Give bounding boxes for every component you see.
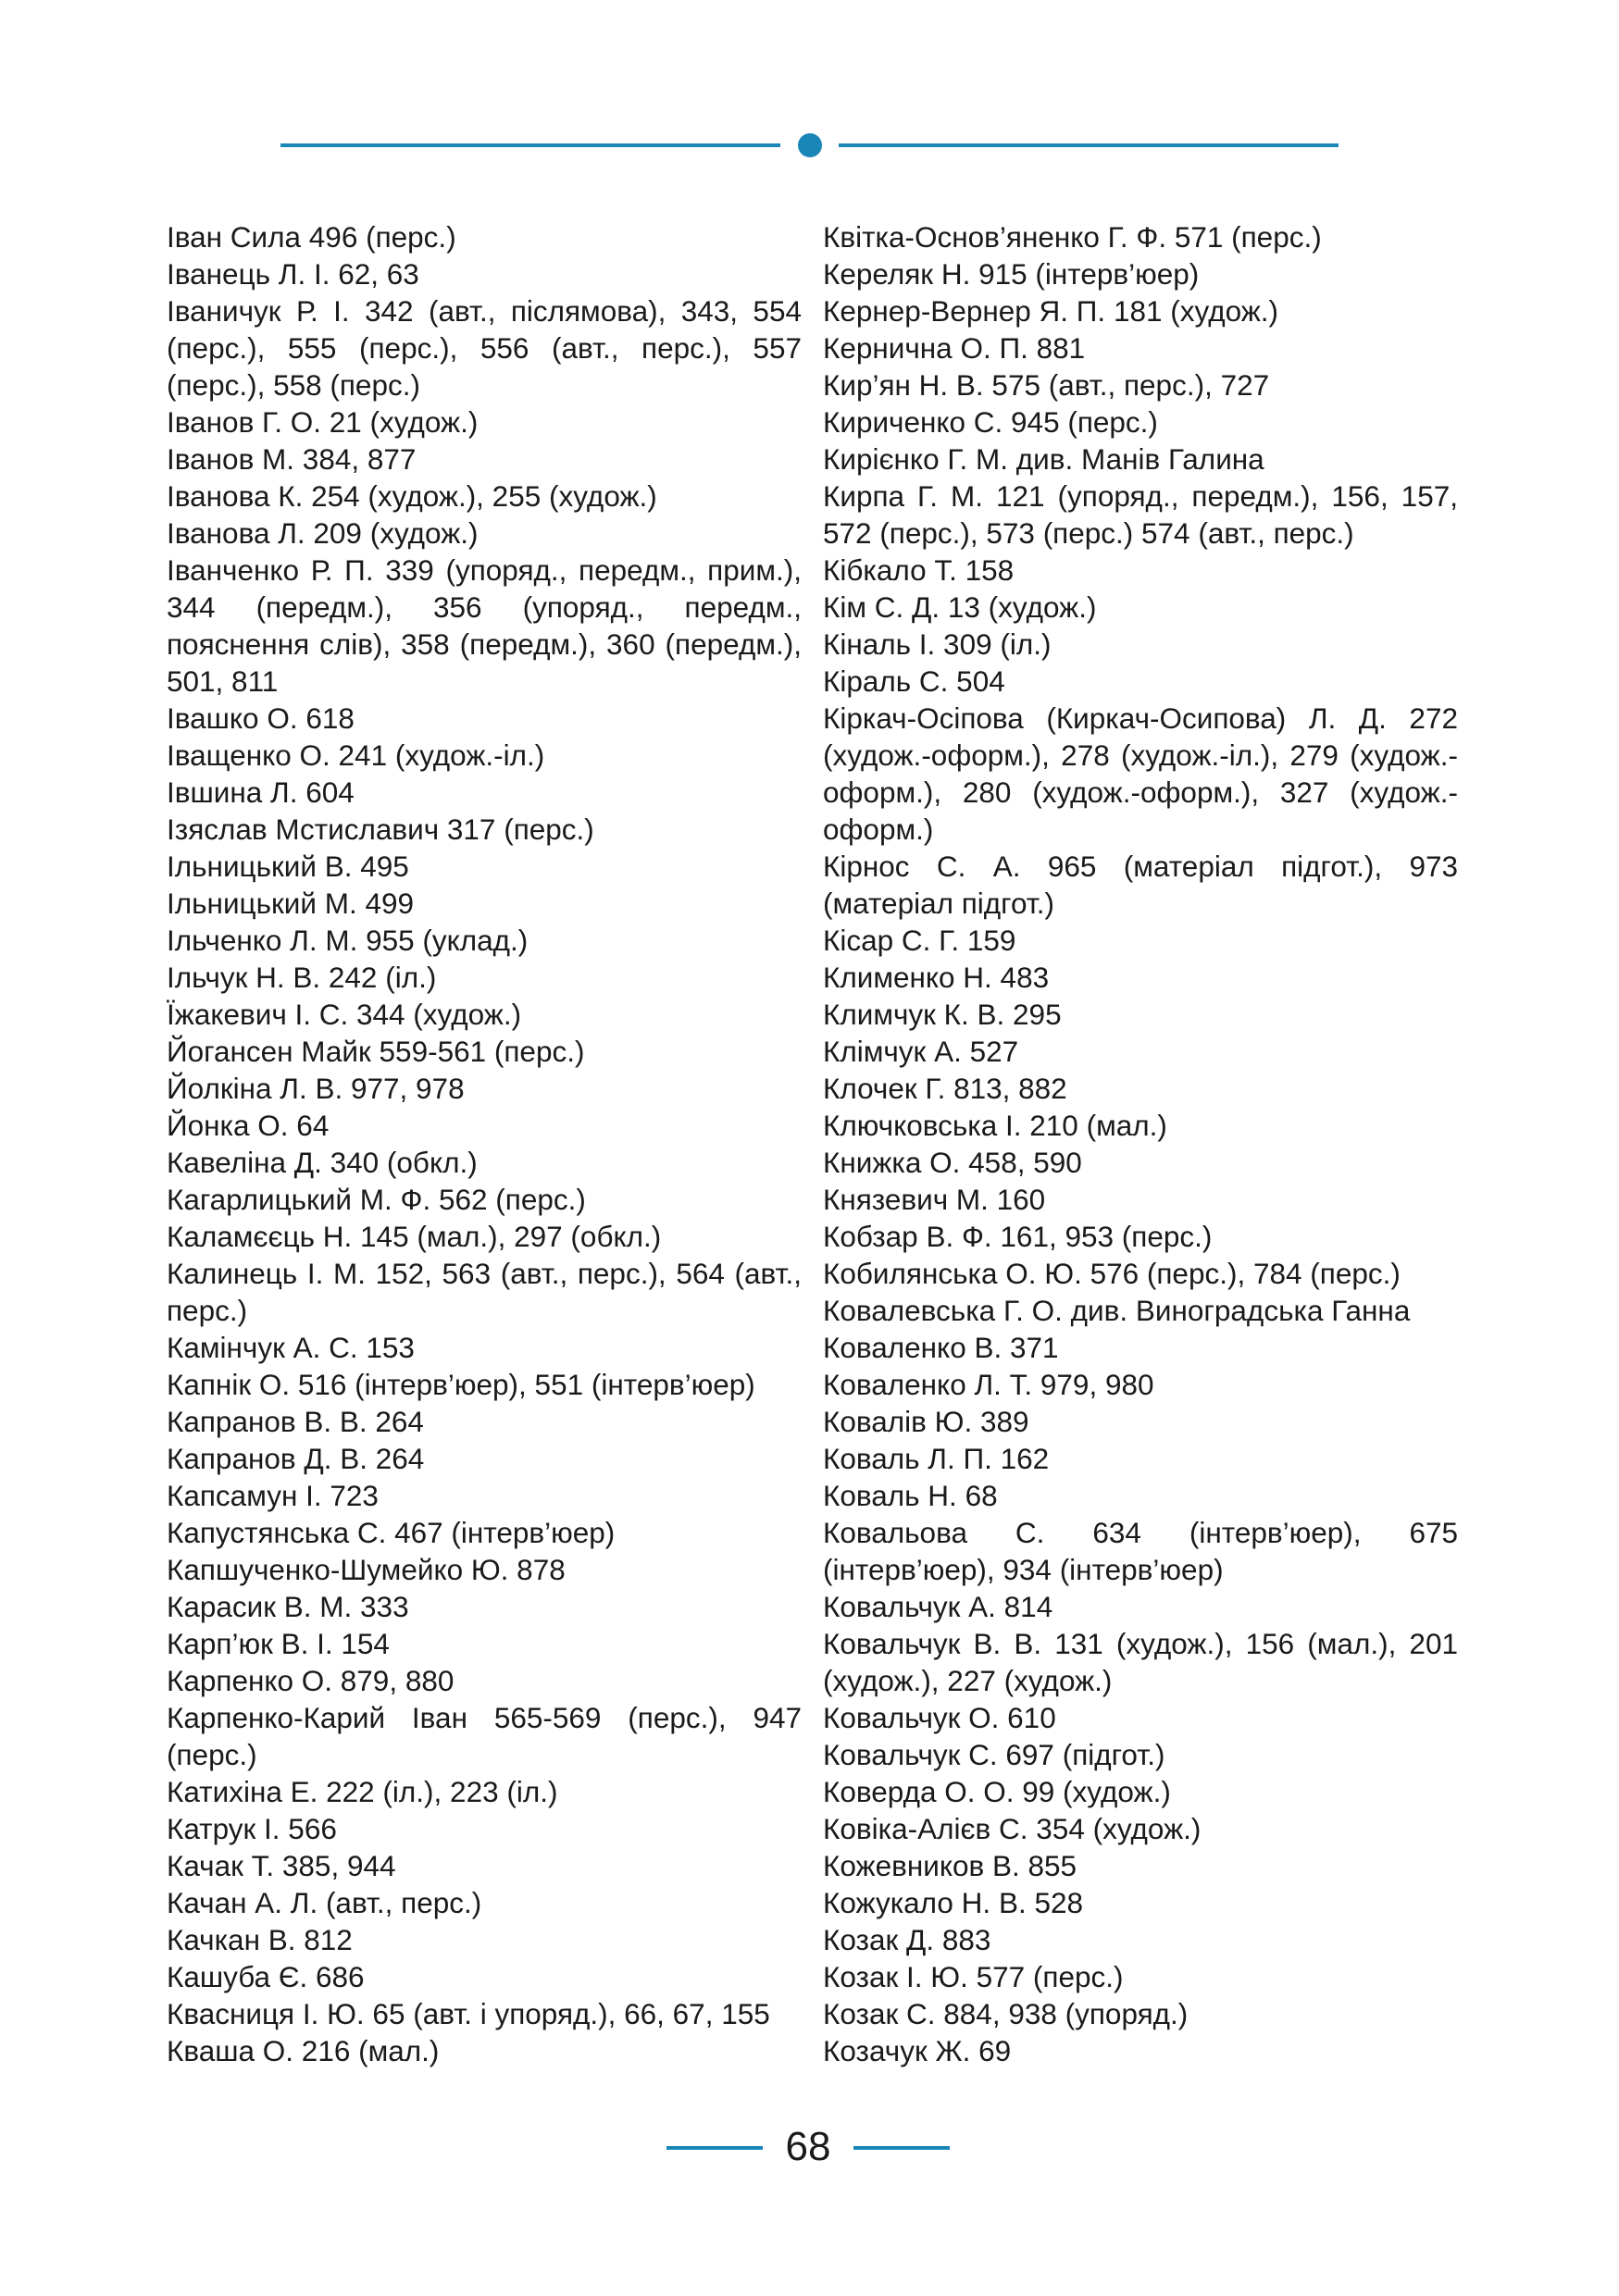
index-entry: Кернична О. П. 881 bbox=[823, 331, 1086, 365]
index-entry: Коваленко В. 371 bbox=[823, 1331, 1059, 1364]
index-entry: Йолкіна Л. В. 977, 978 bbox=[167, 1072, 465, 1105]
index-entry: Козак С. 884, 938 (упоряд.) bbox=[823, 1997, 1189, 2030]
index-entry: Карп’юк В. І. 154 bbox=[167, 1627, 390, 1660]
index-column-left bbox=[167, 218, 802, 2069]
index-entry: Качкан В. 812 bbox=[167, 1923, 353, 1956]
header-dot bbox=[798, 133, 822, 157]
index-entry: Катрук І. 566 bbox=[167, 1812, 337, 1845]
index-entry: Ільницький В. 495 bbox=[167, 850, 409, 883]
index-entry: Князевич М. 160 bbox=[823, 1183, 1046, 1216]
index-entry: Капранов Д. В. 264 bbox=[167, 1442, 425, 1475]
index-entry: Козак Д. 883 bbox=[823, 1923, 991, 1956]
index-entry: Кобилянська О. Ю. 576 (перс.), 784 (перс.) bbox=[823, 1257, 1401, 1290]
index-entry: Івшина Л. 604 bbox=[167, 776, 355, 809]
index-entry: Капсамун І. 723 bbox=[167, 1479, 379, 1512]
index-entry: Кагарлицький М. Ф. 562 (перс.) bbox=[167, 1183, 586, 1216]
index-entry: Козачук Ж. 69 bbox=[823, 2034, 1012, 2067]
index-entry: Капустянська С. 467 (інтерв’юер) bbox=[167, 1516, 616, 1549]
index-entry: Кожукало Н. В. 528 bbox=[823, 1886, 1084, 1919]
header-rule-left bbox=[280, 143, 780, 147]
index-entry: Ізяслав Мстиславич 317 (перс.) bbox=[167, 813, 594, 846]
index-entry: Івашко О. 618 bbox=[167, 701, 355, 735]
index-entry: Кіркач-Осіпова (Киркач-Осипова) Л. Д. 272 (худож.-оформ.), 278 (худож.-іл.), 279 (худож.-оформ.), 280 (худож.-оформ.), 327 (худож.-оформ.) bbox=[823, 701, 1458, 846]
index-entry: Клочек Г. 813, 882 bbox=[823, 1072, 1067, 1105]
index-entry: Ковіка-Алієв С. 354 (худож.) bbox=[823, 1812, 1202, 1845]
index-entry: Йогансен Майк 559-561 (перс.) bbox=[167, 1035, 585, 1068]
header-rule-right bbox=[839, 143, 1339, 147]
index-entry: Каламєєць Н. 145 (мал.), 297 (обкл.) bbox=[167, 1220, 662, 1253]
footer-rule-right bbox=[853, 2146, 950, 2150]
index-entry: Кирпа Г. М. 121 (упоряд., передм.), 156, 157, 572 (перс.), 573 (перс.) 574 (авт., перс.) bbox=[823, 479, 1458, 550]
index-entry: Карпенко-Карий Іван 565-569 (перс.), 947 (перс.) bbox=[167, 1701, 802, 1771]
index-entry: Ільчук Н. В. 242 (іл.) bbox=[167, 961, 437, 994]
index-entry: Клімчук А. 527 bbox=[823, 1035, 1019, 1068]
index-entry: Кавеліна Д. 340 (обкл.) bbox=[167, 1146, 478, 1179]
index-entry: Кваша О. 216 (мал.) bbox=[167, 2034, 440, 2067]
index-entry: Кирієнко Г. М. див. Манів Галина bbox=[823, 442, 1264, 476]
header-ornament bbox=[280, 133, 1339, 157]
index-entry: Ковальова С. 634 (інтерв’юер), 675 (інтерв’юер), 934 (інтерв’юер) bbox=[823, 1516, 1458, 1586]
index-entry: Капранов В. В. 264 bbox=[167, 1405, 424, 1438]
index-entry: Коваль Л. П. 162 bbox=[823, 1442, 1050, 1475]
index-entry: Кашуба Є. 686 bbox=[167, 1960, 365, 1993]
index-entry: Квітка-Основ’яненко Г. Ф. 571 (перс.) bbox=[823, 220, 1322, 254]
index-entry: Кіналь І. 309 (іл.) bbox=[823, 627, 1052, 661]
index-entry: Камінчук А. С. 153 bbox=[167, 1331, 415, 1364]
index-entry: Капнік О. 516 (інтерв’юер), 551 (інтерв’юер) bbox=[167, 1368, 755, 1401]
index-entry: Катихіна Е. 222 (іл.), 223 (іл.) bbox=[167, 1775, 558, 1808]
index-entry: Кісар С. Г. 159 bbox=[823, 924, 1016, 957]
index-entry: Карасик В. М. 333 bbox=[167, 1590, 409, 1623]
footer-rule-left bbox=[666, 2146, 763, 2150]
index-column-right bbox=[823, 218, 1458, 2069]
page-number: 68 bbox=[785, 2124, 831, 2169]
index-entry: Качан А. Л. (авт., перс.) bbox=[167, 1886, 482, 1919]
index-entry: Ільченко Л. М. 955 (уклад.) bbox=[167, 924, 529, 957]
index-entry: Кіраль С. 504 bbox=[823, 664, 1005, 698]
index-entry: Кожевников В. 855 bbox=[823, 1849, 1077, 1882]
index-entry: Калинець І. М. 152, 563 (авт., перс.), 564 (авт., перс.) bbox=[167, 1257, 802, 1327]
index-entry: Кернер-Вернер Я. П. 181 (худож.) bbox=[823, 294, 1279, 328]
index-entry: Ковальчук В. В. 131 (худож.), 156 (мал.), 201 (худож.), 227 (худож.) bbox=[823, 1627, 1458, 1697]
index-entry: Кир’ян Н. В. 575 (авт., перс.), 727 bbox=[823, 368, 1270, 402]
index-entry: Іванова К. 254 (худож.), 255 (худож.) bbox=[167, 479, 657, 513]
index-entry: Іванець Л. І. 62, 63 bbox=[167, 257, 419, 291]
index-entry: Ковальчук С. 697 (підгот.) bbox=[823, 1738, 1165, 1771]
index-entry: Клименко Н. 483 bbox=[823, 961, 1050, 994]
index-entry: Квасниця І. Ю. 65 (авт. і упоряд.), 66, 67, 155 bbox=[167, 1997, 770, 2030]
page-footer bbox=[666, 2121, 953, 2173]
index-entry: Карпенко О. 879, 880 bbox=[167, 1664, 455, 1697]
index-entry: Книжка О. 458, 590 bbox=[823, 1146, 1082, 1179]
index-entry: Кириченко С. 945 (перс.) bbox=[823, 405, 1158, 439]
index-entry: Іванов Г. О. 21 (худож.) bbox=[167, 405, 479, 439]
index-entry: Козак І. Ю. 577 (перс.) bbox=[823, 1960, 1124, 1993]
index-entry: Кірнос С. А. 965 (матеріал підгот.), 973 (матеріал підгот.) bbox=[823, 850, 1458, 920]
index-entry: Климчук К. В. 295 bbox=[823, 998, 1062, 1031]
index-entry: Кім С. Д. 13 (худож.) bbox=[823, 590, 1097, 624]
index-entry: Кібкало Т. 158 bbox=[823, 553, 1015, 587]
index-entry: Іваничук Р. І. 342 (авт., післямова), 343, 554 (перс.), 555 (перс.), 556 (авт., перс.), 557 (перс.), 558 (перс.) bbox=[167, 294, 802, 402]
index-entry: Іващенко О. 241 (худож.-іл.) bbox=[167, 738, 545, 772]
index-entry: Ковальчук О. 610 bbox=[823, 1701, 1056, 1734]
index-entry: Коваленко Л. Т. 979, 980 bbox=[823, 1368, 1154, 1401]
index-entry: Ковалевська Г. О. див. Виноградська Ганна bbox=[823, 1294, 1411, 1327]
index-entry: Капшученко-Шумейко Ю. 878 bbox=[167, 1553, 566, 1586]
index-entry: Їжакевич І. С. 344 (худож.) bbox=[167, 998, 522, 1031]
index-entry: Іванченко Р. П. 339 (упоряд., передм., прим.), 344 (передм.), 356 (упоряд., передм., пояснення слів), 358 (передм.), 360 (передм.), 501, 811 bbox=[167, 553, 802, 698]
index-entry: Коверда О. О. 99 (худож.) bbox=[823, 1775, 1171, 1808]
index-entry: Іван Сила 496 (перс.) bbox=[167, 220, 456, 254]
index-entry: Коваль Н. 68 bbox=[823, 1479, 998, 1512]
index-entry: Ковальчук А. 814 bbox=[823, 1590, 1053, 1623]
index-entry: Ільницький М. 499 bbox=[167, 887, 415, 920]
index-entry: Іванова Л. 209 (худож.) bbox=[167, 516, 479, 550]
index-entry: Іванов М. 384, 877 bbox=[167, 442, 417, 476]
index-entry: Йонка О. 64 bbox=[167, 1109, 330, 1142]
index-entry: Ключковська І. 210 (мал.) bbox=[823, 1109, 1167, 1142]
index-entry: Ковалів Ю. 389 bbox=[823, 1405, 1029, 1438]
index-entry: Кереляк Н. 915 (інтерв’юер) bbox=[823, 257, 1200, 291]
index-entry: Кобзар В. Ф. 161, 953 (перс.) bbox=[823, 1220, 1213, 1253]
index-entry: Качак Т. 385, 944 bbox=[167, 1849, 396, 1882]
